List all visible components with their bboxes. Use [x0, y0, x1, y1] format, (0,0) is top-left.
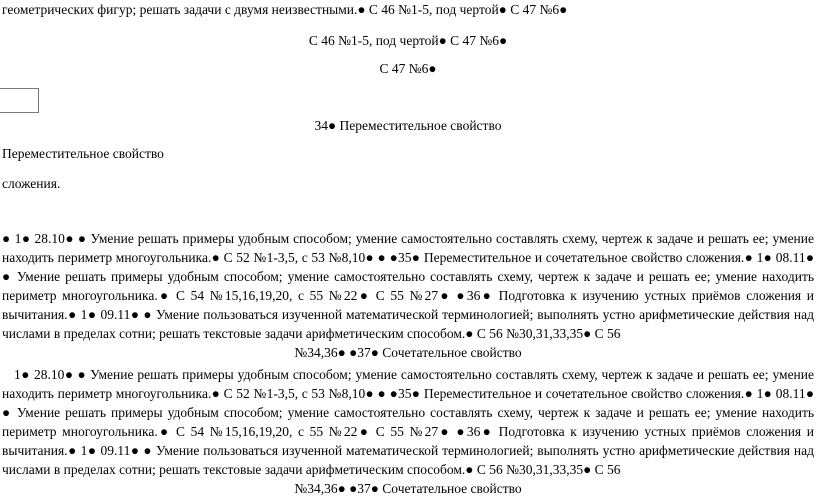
lesson-subtitle-2: сложения. [2, 176, 61, 191]
schedule-block-2-tail: №34,36● ●37● Сочетательное свойство [294, 481, 522, 496]
lesson-title: 34● Переместительное свойство [314, 118, 502, 133]
schedule-block-1 [2, 229, 814, 362]
header-line-2: С 46 №1-5, под чертой● С 47 №6● [308, 33, 508, 48]
empty-table-cell [0, 88, 39, 113]
schedule-block-1-tail: №34,36● ●37● Сочетательное свойство [294, 345, 522, 360]
header-line-1: геометрических фигур; решать задачи с двумя неизвестными.● С 46 №1-5, под чертой● С 47 №6● [2, 2, 568, 17]
schedule-block-1-body: ● 1● 28.10● ● Умение решать примеры удобным способом; умение самостоятельно составлять схему, чертеж к задаче и решать ее; умение находить периметр многоугольника.● С 52 №1-3,5, с 53 №8,10● ● ●35● Переместительное и сочетательное свойство сложения.● 1● 08.11● ● Умение решать примеры удобным способом; умение самостоятельно составлять схему, чертеж к задаче и решать ее; умение находить периметр многоугольника.● С 54 №15,16,19,20, с 55 №22● С 55 №27● ●36● Подготовка к изучению устных приёмов сложения и вычитания.● 1● 09.11● ● Умение пользоваться изученной математической терминологией; выполнять устно арифметические действия над числами в пределах сотни; решать текстовые задачи арифметическим способом.● С 56 №30,31,33,35● С 56 [2, 231, 814, 341]
lesson-subtitle-1: Переместительное свойство [2, 146, 164, 161]
schedule-block-2-body: 1● 28.10● ● Умение решать примеры удобным способом; умение самостоятельно составлять схему, чертеж к задаче и решать ее; умение находить периметр многоугольника.● С 52 №1-3,5, с 53 №8,10● ● ●35● Переместительное и сочетательное свойство сложения.● 1● 08.11● ● Умение решать примеры удобным способом; умение самостоятельно составлять схему, чертеж к задаче и решать ее; умение находить периметр многоугольника.● С 54 №15,16,19,20, с 55 №22● С 55 №27● ●36● Подготовка к изучению устных приёмов сложения и вычитания.● 1● 09.11● ● Умение пользоваться изученной математической терминологией; выполнять устно арифметические действия над числами в пределах сотни; решать текстовые задачи арифметическим способом.● С 56 №30,31,33,35● С 56 [2, 367, 814, 477]
schedule-block-2 [2, 365, 814, 498]
header-line-3: С 47 №6● [379, 61, 437, 76]
